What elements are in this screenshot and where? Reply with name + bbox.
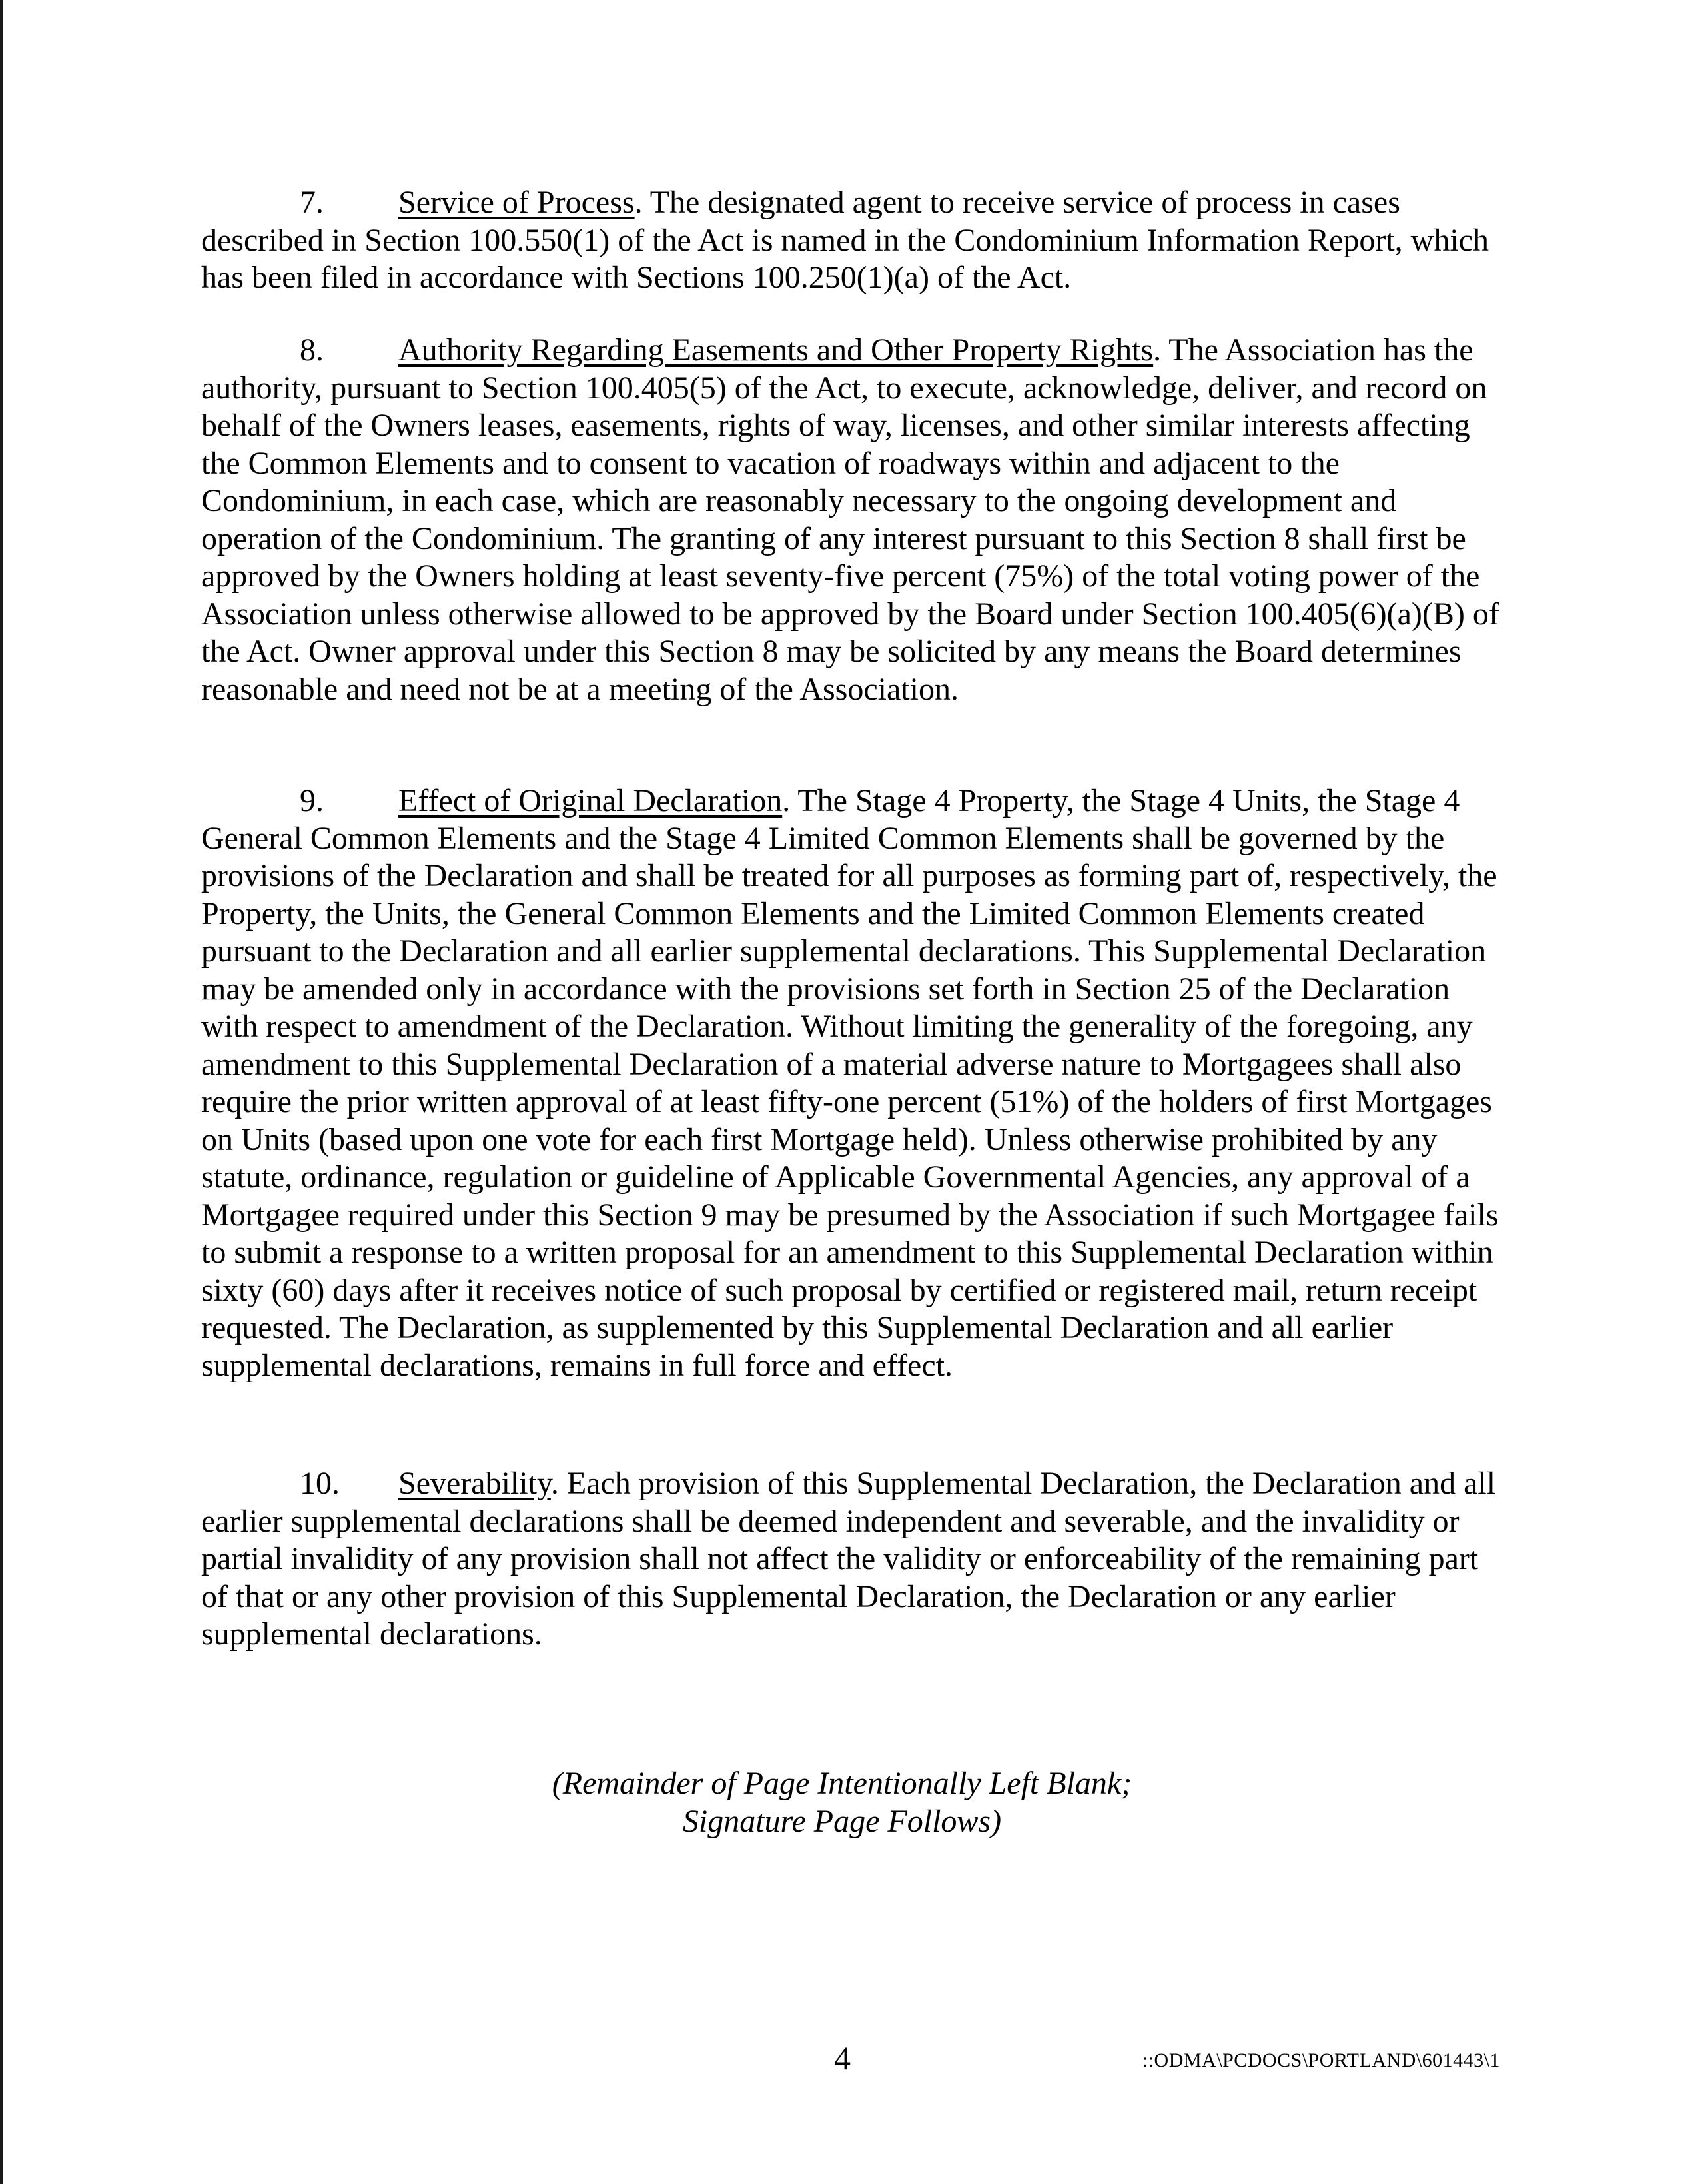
section-text: . Each provision of this Supplemental Declaration, the Declaration and all earlier supplemental declarations shall be deemed independent and severable, and the invalidity or partial invalidity of any provision shall not affect the validity or enforceability of the remaining part of that or any other provision of this Supplemental Declaration, the Declaration or any earlier supplemental declarations. (201, 1466, 1496, 1652)
section-number: 7. (300, 185, 324, 220)
page-number: 4 (834, 2039, 851, 2077)
section-text: . The designated agent to receive service of process in cases described in Section 100.550(1) of the Act is named in the Condominium Information Report, which has been filed in accordance with Sections 100.250(1)(a) of the Act. (201, 185, 1489, 295)
section-text: . The Association has the authority, pursuant to Section 100.405(5) of the Act, to execute, acknowledge, deliver, and record on behalf of the Owners leases, easements, rights of way, licenses, and other similar interests affecting the Common Elements and to consent to vacation of roadways within and adjacent to the Condominium, in each case, which are reasonably necessary to the ongoing development and operation of the Condominium. The granting of any interest pursuant to this Section 8 shall first be approved by the Owners holding at least seventy-five percent (75%) of the total voting power of the Association unless otherwise allowed to be approved by the Board under Section 100.405(6)(a)(B) of the Act. Owner approval under this Section 8 may be solicited by any means the Board determines reasonable and need not be at a meeting of the Association. (201, 332, 1499, 707)
section-number: 10. (300, 1466, 340, 1501)
section-9 (201, 782, 1510, 1384)
notice-line-2: Signature Page Follows) (682, 1804, 1002, 1839)
section-number: 8. (300, 332, 324, 368)
section-text: . The Stage 4 Property, the Stage 4 Units, the Stage 4 General Common Elements and the Stage 4 Limited Common Elements shall be governed by the provisions of the Declaration and shall be treated for all purposes as forming part of, respectively, the Property, the Units, the General Common Elements and the Limited Common Elements created pursuant to the Declaration and all earlier supplemental declarations. This Supplemental Declaration may be amended only in accordance with the provisions set forth in Section 25 of the Declaration with respect to amendment of the Declaration. Without limiting the generality of the foregoing, any amendment to this Supplemental Declaration of a material adverse nature to Mortgagees shall also require the prior written approval of at least fifty-one percent (51%) of the holders of first Mortgages on Units (based upon one vote for each first Mortgage held). Unless otherwise prohibited by any statute, ordinance, regulation or guideline of Applicable Governmental Agencies, any approval of a Mortgagee required under this Section 9 may be presumed by the Association if such Mortgagee fails to submit a response to a written proposal for an amendment to this Supplemental Declaration within sixty (60) days after it receives notice of such proposal by certified or registered mail, return receipt requested. The Declaration, as supplemented by this Supplemental Declaration and all earlier supplemental declarations, remains in full force and effect. (201, 783, 1499, 1383)
notice-line-1: (Remainder of Page Intentionally Left Blank; (552, 1766, 1132, 1801)
section-10 (201, 1465, 1510, 1654)
scan-edge (0, 0, 3, 2184)
section-number: 9. (300, 783, 324, 818)
section-8 (201, 332, 1510, 708)
document-id: ::ODMA\PCDOCS\PORTLAND\601443\1 (1142, 2049, 1500, 2071)
section-heading: Authority Regarding Easements and Other Property Rights (398, 332, 1154, 368)
section-heading: Severability (398, 1466, 551, 1501)
section-7 (201, 184, 1510, 297)
section-heading: Service of Process (398, 185, 635, 220)
section-heading: Effect of Original Declaration (398, 783, 783, 818)
remainder-blank-notice (0, 1764, 1684, 1840)
